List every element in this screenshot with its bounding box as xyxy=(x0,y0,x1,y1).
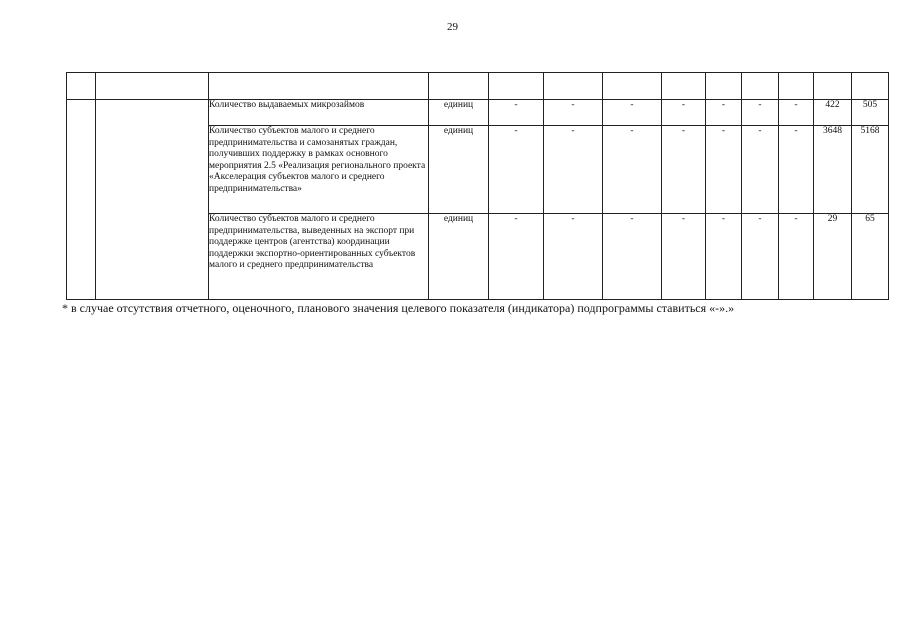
header-cell xyxy=(96,73,209,100)
value-cell: - xyxy=(662,100,706,126)
value-cell: - xyxy=(489,126,544,214)
unit-cell: единиц xyxy=(429,100,489,126)
header-cell xyxy=(662,73,706,100)
header-row xyxy=(67,73,889,100)
indicator-name: Количество субъектов малого и среднего предпринимательства, выведенных на экспорт при поддержке центров (агентства) координации поддержки экспортно-ориентированных субъектов малого и среднего предпринимательства xyxy=(209,214,429,300)
value-cell: - xyxy=(742,100,779,126)
header-cell xyxy=(67,73,96,100)
unit-cell: единиц xyxy=(429,214,489,300)
value-cell: - xyxy=(779,214,814,300)
value-cell: 422 xyxy=(814,100,852,126)
table-row xyxy=(67,100,889,126)
header-cell xyxy=(544,73,603,100)
value-cell: - xyxy=(779,100,814,126)
value-cell: - xyxy=(544,214,603,300)
page-number: 29 xyxy=(447,21,458,33)
task-cell xyxy=(96,100,209,300)
value-cell: - xyxy=(706,100,742,126)
value-cell: 3648 xyxy=(814,126,852,214)
number-cell xyxy=(67,100,96,300)
value-cell: - xyxy=(603,214,662,300)
value-cell: 29 xyxy=(814,214,852,300)
value-cell: - xyxy=(742,214,779,300)
header-cell xyxy=(429,73,489,100)
value-cell: - xyxy=(742,126,779,214)
value-cell: - xyxy=(603,100,662,126)
value-cell: 5168 xyxy=(852,126,889,214)
value-cell: - xyxy=(706,214,742,300)
header-cell xyxy=(209,73,429,100)
header-cell xyxy=(852,73,889,100)
value-cell: - xyxy=(706,126,742,214)
value-cell: 505 xyxy=(852,100,889,126)
header-cell xyxy=(742,73,779,100)
indicators-table xyxy=(66,72,889,300)
indicator-name: Количество выдаваемых микрозаймов xyxy=(209,100,429,126)
value-cell: - xyxy=(544,126,603,214)
header-cell xyxy=(779,73,814,100)
value-cell: - xyxy=(544,100,603,126)
value-cell: - xyxy=(489,100,544,126)
unit-cell: единиц xyxy=(429,126,489,214)
footnote: * в случае отсутствия отчетного, оценочного, планового значения целевого показателя (индикатора) подпрограммы ставиться «-».» xyxy=(62,301,735,315)
header-cell xyxy=(489,73,544,100)
header-cell xyxy=(814,73,852,100)
value-cell: 65 xyxy=(852,214,889,300)
value-cell: - xyxy=(779,126,814,214)
header-cell xyxy=(603,73,662,100)
value-cell: - xyxy=(489,214,544,300)
value-cell: - xyxy=(603,126,662,214)
value-cell: - xyxy=(662,214,706,300)
indicator-name: Количество субъектов малого и среднего предпринимательства и самозанятых граждан, получивших поддержку в рамках основного мероприятия 2.5 «Реализация регионального проекта «Акселерация субъектов малого и среднего предпринимательства» xyxy=(209,126,429,214)
value-cell: - xyxy=(662,126,706,214)
header-cell xyxy=(706,73,742,100)
